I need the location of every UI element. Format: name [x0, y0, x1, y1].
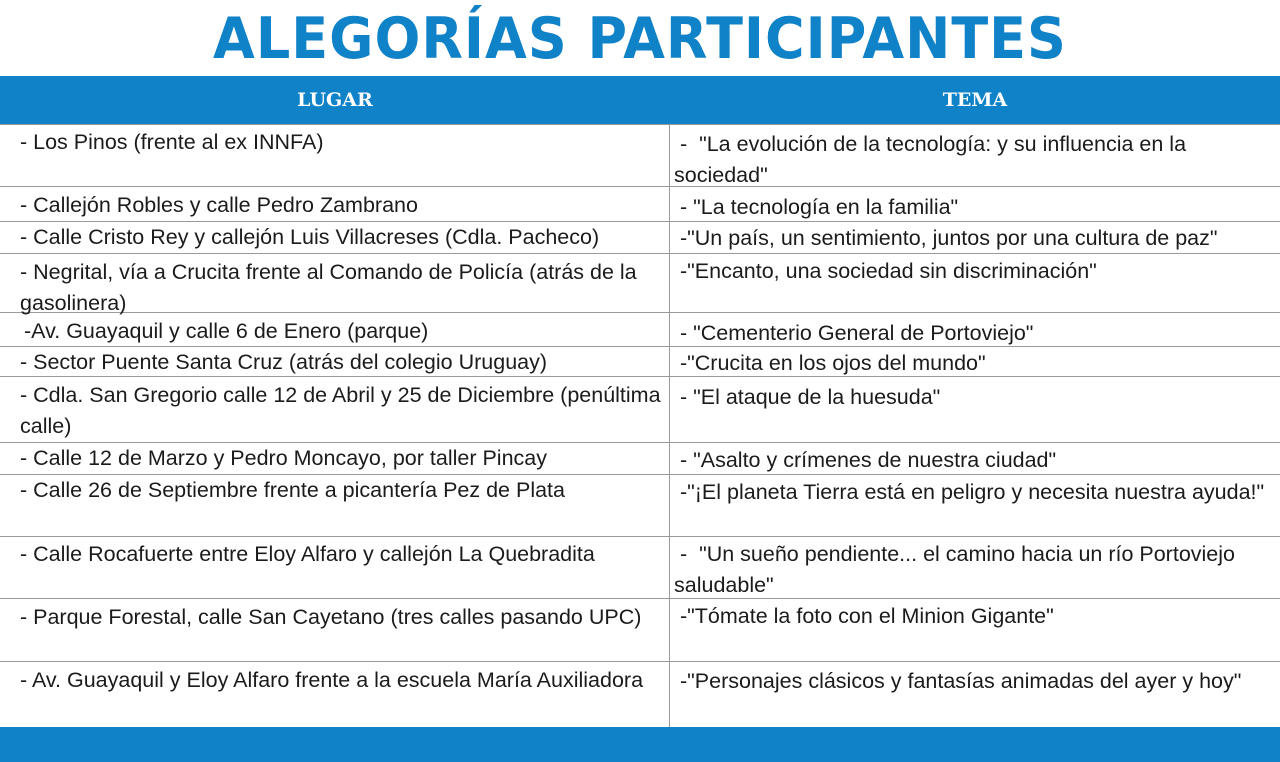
theme-cell: -"Crucita en los ojos del mundo": [674, 351, 986, 375]
column-header-lugar: LUGAR: [297, 89, 373, 111]
theme-cell: - "El ataque de la huesuda": [674, 385, 941, 409]
place-cell: - Cdla. San Gregorio calle 12 de Abril y 25 de Diciembre (penúltima calle): [0, 377, 670, 442]
table-row: [0, 537, 1280, 599]
place-cell: - Calle 12 de Marzo y Pedro Moncayo, por taller Pincay: [0, 443, 670, 474]
table-row: [0, 377, 1280, 443]
theme-cell: - "Cementerio General de Portoviejo": [674, 321, 1034, 345]
table-row: [0, 347, 1280, 377]
theme-cell: -"Personajes clásicos y fantasías animadas del ayer y hoy": [674, 669, 1242, 693]
theme-cell: - "La tecnología en la familia": [674, 195, 959, 219]
theme-cell: -"¡El planeta Tierra está en peligro y necesita nuestra ayuda!": [674, 480, 1265, 504]
page-title: ALEGORÍAS PARTICIPANTES: [213, 4, 1067, 72]
place-cell: - Calle 26 de Septiembre frente a picantería Pez de Plata: [0, 475, 670, 536]
table-row: [0, 475, 1280, 537]
theme-cell: - "Un sueño pendiente... el camino hacia un río Portoviejo saludable": [674, 542, 1241, 597]
theme-cell: - "Asalto y crímenes de nuestra ciudad": [674, 448, 1057, 472]
theme-cell: - "La evolución de la tecnología: y su influencia en la sociedad": [674, 132, 1193, 187]
table-row: [0, 313, 1280, 347]
place-cell: - Calle Rocafuerte entre Eloy Alfaro y callejón La Quebradita: [0, 537, 670, 598]
theme-cell: -"Tómate la foto con el Minion Gigante": [674, 604, 1054, 628]
place-cell: - Negrital, vía a Crucita frente al Comando de Policía (atrás de la gasolinera): [0, 254, 670, 312]
table-row: [0, 124, 1280, 187]
place-cell: - Av. Guayaquil y Eloy Alfaro frente a la escuela María Auxiliadora: [0, 662, 670, 727]
theme-cell: -"Un país, un sentimiento, juntos por una cultura de paz": [674, 226, 1218, 250]
place-cell: - Callejón Robles y calle Pedro Zambrano: [0, 187, 670, 221]
table-row: [0, 599, 1280, 662]
theme-cell: -"Encanto, una sociedad sin discriminación": [674, 259, 1097, 283]
table-row: [0, 254, 1280, 313]
table-row: [0, 222, 1280, 254]
place-cell: - Calle Cristo Rey y callejón Luis Villacreses (Cdla. Pacheco): [0, 222, 670, 253]
table-row: [0, 187, 1280, 222]
table-row: [0, 662, 1280, 727]
footer-bar: [0, 727, 1280, 762]
table-row: [0, 443, 1280, 475]
place-cell: - Parque Forestal, calle San Cayetano (tres calles pasando UPC): [0, 599, 670, 661]
place-cell: - Sector Puente Santa Cruz (atrás del colegio Uruguay): [0, 347, 670, 376]
column-header-tema: TEMA: [942, 89, 1008, 111]
place-cell: -Av. Guayaquil y calle 6 de Enero (parque): [0, 313, 670, 346]
table-header: [0, 76, 1280, 124]
place-cell: - Los Pinos (frente al ex INNFA): [0, 124, 670, 186]
